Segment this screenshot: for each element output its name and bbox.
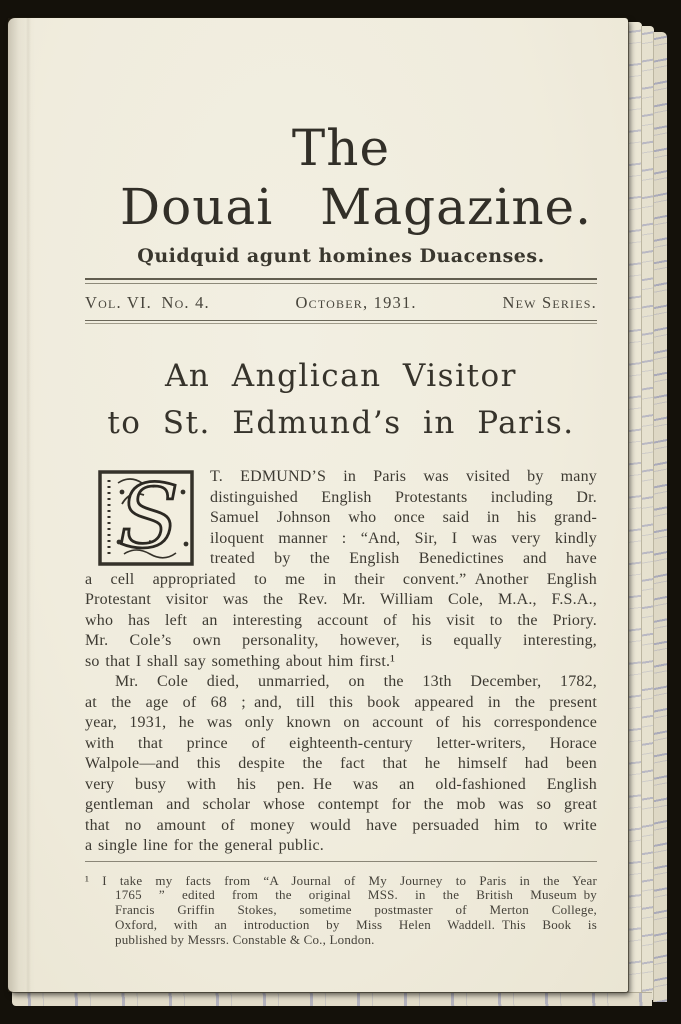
article-title-line1: An Anglican Visitor: [165, 358, 517, 394]
text-line: year, 1931, he was only known on account of his correspondence: [85, 714, 597, 731]
footnote: [85, 874, 597, 949]
title-word-magazine: Magazine.: [320, 178, 592, 236]
text-line: a single line for the general public.: [85, 837, 324, 854]
footnote-separator: [85, 861, 597, 862]
article-title: [85, 353, 597, 447]
bottom-edge-page-stack: [12, 992, 652, 1006]
magazine-motto: Quidquid agunt homines Duacenses.: [137, 245, 545, 267]
article: [85, 353, 597, 857]
text-line: gentleman and scholar whose contempt for the mob was so great: [85, 796, 597, 813]
magazine-title-line1: The: [291, 119, 391, 177]
text-line: distinguished English Protestants including Dr.: [210, 488, 597, 506]
text-line: very busy with his pen. He was an old-fashioned English: [85, 775, 597, 793]
drop-cap-woodcut-icon: [98, 470, 194, 566]
text-line: so that I shall say something about him first.¹: [85, 652, 396, 670]
text-line: Protestant visitor was the Rev. Mr. William Cole, M.A., F.S.A.,: [85, 591, 597, 608]
issue-info-row: [85, 292, 597, 314]
text-line: treated by the English Benedictines and have: [210, 550, 597, 567]
text-line: published by Messrs. Constable & Co., London.: [115, 932, 375, 948]
text-line: ¹ I take my facts from “A Journal of My Journey to Paris in the Year: [85, 872, 597, 888]
paragraph: [85, 672, 597, 857]
fore-edge-page-stack: [653, 32, 667, 1002]
svg-text:S: S: [118, 470, 180, 566]
text-line: that no amount of money would have persuaded him to write: [85, 816, 597, 834]
title-word-douai: Douai: [120, 178, 274, 236]
text-line: iloquent manner : “And, Sir, I was very kindly: [210, 529, 597, 547]
text-line: Samuel Johnson who once said in his grand-: [210, 509, 597, 526]
magazine-page: [8, 18, 628, 992]
text-line: Walpole—and this despite the fact that he himself had been: [85, 755, 597, 772]
series-label: New Series.: [502, 293, 597, 312]
masthead-rule-top: [85, 278, 597, 284]
ornamental-drop-cap: [98, 470, 194, 566]
text-line: a cell appropriated to me in their convent.” Another English: [85, 570, 597, 588]
magazine-title-line2: [120, 178, 592, 236]
text-line: Mr. Cole’s own personality, however, is equally interesting,: [85, 632, 597, 649]
masthead-rule-bottom: [85, 320, 597, 324]
volume-number: Vol. VI. No. 4.: [85, 293, 210, 312]
issue-date: October, 1931.: [295, 293, 417, 312]
text-line: with that prince of eighteenth-century letter-writers, Horace: [85, 734, 597, 752]
text-line: Francis Griffin Stokes, sometime postmaster of Merton College,: [115, 902, 597, 918]
text-line: T. EDMUND’S in Paris was visited by many: [210, 468, 597, 485]
text-line: at the age of 68 ; and, till this book appeared in the present: [85, 693, 597, 711]
page-content: [8, 119, 628, 948]
text-line: 1765 ” edited from the original MSS. in the British Museum by: [115, 887, 597, 903]
fore-edge-page-stack: [628, 22, 642, 998]
article-body: [85, 467, 597, 857]
text-line: Mr. Cole died, unmarried, on the 13th December, 1782,: [115, 673, 597, 690]
text-line: who has left an interesting account of his visit to the Priory.: [85, 611, 597, 629]
text-line: Oxford, with an introduction by Miss Helen Waddell. This Book is: [115, 917, 597, 933]
masthead: [85, 119, 597, 324]
article-title-line2: to St. Edmund’s in Paris.: [107, 405, 575, 441]
